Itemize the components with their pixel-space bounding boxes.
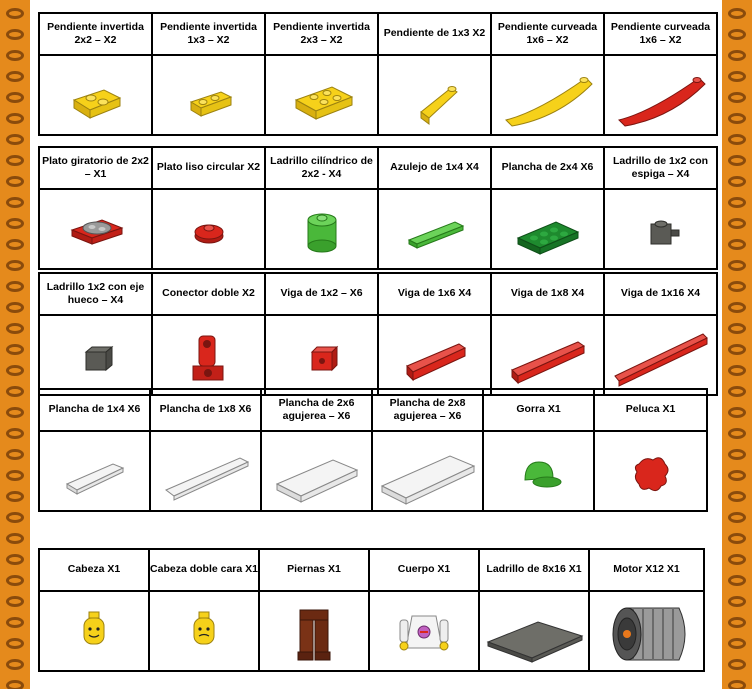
part-image-cell: [150, 431, 261, 511]
binding-ring-icon: [728, 533, 746, 544]
right-ring-binding: [722, 0, 752, 689]
wig-icon: [601, 436, 701, 506]
plate-1x4-icon: [45, 436, 145, 506]
part-image-cell: [378, 315, 491, 395]
binding-ring-icon: [6, 50, 24, 61]
part-image-cell: [483, 431, 594, 511]
part-image-cell: [604, 315, 717, 395]
parts-table-3: [38, 272, 718, 396]
slope-1x3-icon: [385, 60, 485, 130]
binding-ring-icon: [728, 659, 746, 670]
binding-ring-icon: [6, 302, 24, 313]
parts-table-4: [38, 388, 708, 512]
binding-ring-icon: [6, 281, 24, 292]
binding-ring-icon: [6, 617, 24, 628]
parts-table-5: [38, 548, 705, 672]
cylinder-brick-icon: [272, 194, 372, 264]
part-image-cell: [152, 315, 265, 395]
part-image-cell: [39, 55, 152, 135]
plate-2x4-icon: [498, 194, 598, 264]
part-image-cell: [491, 189, 604, 269]
binding-ring-icon: [6, 512, 24, 523]
part-label: Viga de 1x6 X4: [378, 273, 491, 315]
beam-1x6-icon: [385, 320, 485, 390]
part-label: Plato liso circular X2: [152, 147, 265, 189]
part-image-cell: [265, 55, 378, 135]
parts-table-2: [38, 146, 718, 270]
binding-ring-icon: [728, 71, 746, 82]
binding-ring-icon: [728, 134, 746, 145]
part-image-cell: [261, 431, 372, 511]
part-label: Plancha de 1x4 X6: [39, 389, 150, 431]
part-image-cell: [491, 315, 604, 395]
part-label: Pendiente curveada 1x6 – X2: [604, 13, 717, 55]
part-image-cell: [39, 591, 149, 671]
beam-1x16-icon: [611, 320, 711, 390]
binding-ring-icon: [6, 470, 24, 481]
slope-inverted-1x3-icon: [159, 60, 259, 130]
binding-ring-icon: [728, 491, 746, 502]
tile-1x4-icon: [385, 194, 485, 264]
part-image-cell: [265, 315, 378, 395]
binding-ring-icon: [6, 386, 24, 397]
part-image-cell: [259, 591, 369, 671]
binding-ring-icon: [728, 260, 746, 271]
part-image-cell: [378, 189, 491, 269]
binding-ring-icon: [728, 239, 746, 250]
part-image-cell: [604, 55, 717, 135]
part-image-cell: [369, 591, 479, 671]
parts-table-1: [38, 12, 718, 136]
binding-ring-icon: [728, 680, 746, 689]
binding-ring-icon: [6, 8, 24, 19]
slope-inverted-2x2-icon: [46, 60, 146, 130]
part-label: Pendiente invertida 1x3 – X2: [152, 13, 265, 55]
binding-ring-icon: [6, 554, 24, 565]
binding-ring-icon: [728, 596, 746, 607]
binding-ring-icon: [728, 428, 746, 439]
binding-ring-icon: [6, 197, 24, 208]
binding-ring-icon: [6, 659, 24, 670]
part-label: Conector doble X2: [152, 273, 265, 315]
binding-ring-icon: [6, 491, 24, 502]
part-label: Viga de 1x2 – X6: [265, 273, 378, 315]
cap-icon: [489, 436, 589, 506]
binding-ring-icon: [728, 281, 746, 292]
binding-ring-icon: [6, 575, 24, 586]
binding-ring-icon: [728, 344, 746, 355]
part-label: Plato giratorio de 2x2 – X1: [39, 147, 152, 189]
part-label: Viga de 1x8 X4: [491, 273, 604, 315]
binding-ring-icon: [728, 386, 746, 397]
part-label: Cabeza doble cara X1: [149, 549, 259, 591]
binding-ring-icon: [728, 113, 746, 124]
left-ring-binding: [0, 0, 30, 689]
binding-ring-icon: [6, 323, 24, 334]
round-plate-icon: [159, 194, 259, 264]
curved-slope-yellow-icon: [498, 60, 598, 130]
torso-icon: [374, 596, 474, 666]
part-image-cell: [594, 431, 707, 511]
part-label: Cabeza X1: [39, 549, 149, 591]
part-image-cell: [378, 55, 491, 135]
binding-ring-icon: [6, 428, 24, 439]
legs-icon: [264, 596, 364, 666]
part-image-cell: [589, 591, 704, 671]
double-connector-icon: [159, 320, 259, 390]
binding-ring-icon: [6, 218, 24, 229]
binding-ring-icon: [728, 50, 746, 61]
part-label: Cuerpo X1: [369, 549, 479, 591]
binding-ring-icon: [6, 407, 24, 418]
part-label: Pendiente invertida 2x3 – X2: [265, 13, 378, 55]
beam-1x8-icon: [498, 320, 598, 390]
binding-ring-icon: [728, 449, 746, 460]
brick-8x16-icon: [484, 596, 584, 666]
binding-ring-icon: [728, 197, 746, 208]
part-label: Motor X12 X1: [589, 549, 704, 591]
binding-ring-icon: [728, 470, 746, 481]
binding-ring-icon: [728, 302, 746, 313]
binding-ring-icon: [728, 323, 746, 334]
binding-ring-icon: [6, 29, 24, 40]
part-image-cell: [39, 189, 152, 269]
part-label: Plancha de 2x8 agujerea – X6: [372, 389, 483, 431]
part-image-cell: [604, 189, 717, 269]
binding-ring-icon: [6, 134, 24, 145]
part-label: Pendiente de 1x3 X2: [378, 13, 491, 55]
binding-ring-icon: [728, 554, 746, 565]
part-label: Ladrillo de 8x16 X1: [479, 549, 589, 591]
part-image-cell: [152, 189, 265, 269]
hollow-axle-brick-icon: [46, 320, 146, 390]
binding-ring-icon: [728, 512, 746, 523]
part-label: Plancha de 1x8 X6: [150, 389, 261, 431]
part-image-cell: [265, 189, 378, 269]
binding-ring-icon: [728, 29, 746, 40]
part-label: Plancha de 2x6 agujerea – X6: [261, 389, 372, 431]
slope-inverted-2x3-icon: [272, 60, 372, 130]
part-image-cell: [39, 315, 152, 395]
binding-ring-icon: [6, 260, 24, 271]
part-image-cell: [152, 55, 265, 135]
curved-slope-red-icon: [611, 60, 711, 130]
part-label: Azulejo de 1x4 X4: [378, 147, 491, 189]
part-label: Plancha de 2x4 X6: [491, 147, 604, 189]
part-label: Gorra X1: [483, 389, 594, 431]
binding-ring-icon: [6, 239, 24, 250]
binding-ring-icon: [6, 344, 24, 355]
part-label: Ladrillo 1x2 con eje hueco – X4: [39, 273, 152, 315]
part-label: Pendiente curveada 1x6 – X2: [491, 13, 604, 55]
part-label: Piernas X1: [259, 549, 369, 591]
binding-ring-icon: [6, 449, 24, 460]
part-image-cell: [372, 431, 483, 511]
binding-ring-icon: [6, 596, 24, 607]
binding-ring-icon: [728, 407, 746, 418]
binding-ring-icon: [728, 638, 746, 649]
part-label: Peluca X1: [594, 389, 707, 431]
binding-ring-icon: [728, 218, 746, 229]
head-icon: [44, 596, 144, 666]
binding-ring-icon: [6, 365, 24, 376]
binding-ring-icon: [6, 680, 24, 689]
binding-ring-icon: [6, 71, 24, 82]
part-image-cell: [149, 591, 259, 671]
part-image-cell: [39, 431, 150, 511]
plate-1x8-icon: [156, 436, 256, 506]
plate-2x6-holes-icon: [267, 436, 367, 506]
binding-ring-icon: [6, 533, 24, 544]
plate-2x8-holes-icon: [378, 436, 478, 506]
binding-ring-icon: [728, 617, 746, 628]
binding-ring-icon: [728, 155, 746, 166]
motor-icon: [597, 596, 697, 666]
brick-with-pin-icon: [611, 194, 711, 264]
binding-ring-icon: [728, 575, 746, 586]
binding-ring-icon: [728, 365, 746, 376]
binding-ring-icon: [728, 8, 746, 19]
binding-ring-icon: [6, 638, 24, 649]
binding-ring-icon: [6, 92, 24, 103]
part-image-cell: [491, 55, 604, 135]
part-label: Viga de 1x16 X4: [604, 273, 717, 315]
part-label: Ladrillo de 1x2 con espiga – X4: [604, 147, 717, 189]
beam-1x2-icon: [272, 320, 372, 390]
binding-ring-icon: [6, 176, 24, 187]
binding-ring-icon: [728, 176, 746, 187]
double-face-head-icon: [154, 596, 254, 666]
binding-ring-icon: [6, 113, 24, 124]
part-image-cell: [479, 591, 589, 671]
part-label: Pendiente invertida 2x2 – X2: [39, 13, 152, 55]
binding-ring-icon: [728, 92, 746, 103]
part-label: Ladrillo cilíndrico de 2x2 - X4: [265, 147, 378, 189]
turntable-plate-icon: [46, 194, 146, 264]
binding-ring-icon: [6, 155, 24, 166]
